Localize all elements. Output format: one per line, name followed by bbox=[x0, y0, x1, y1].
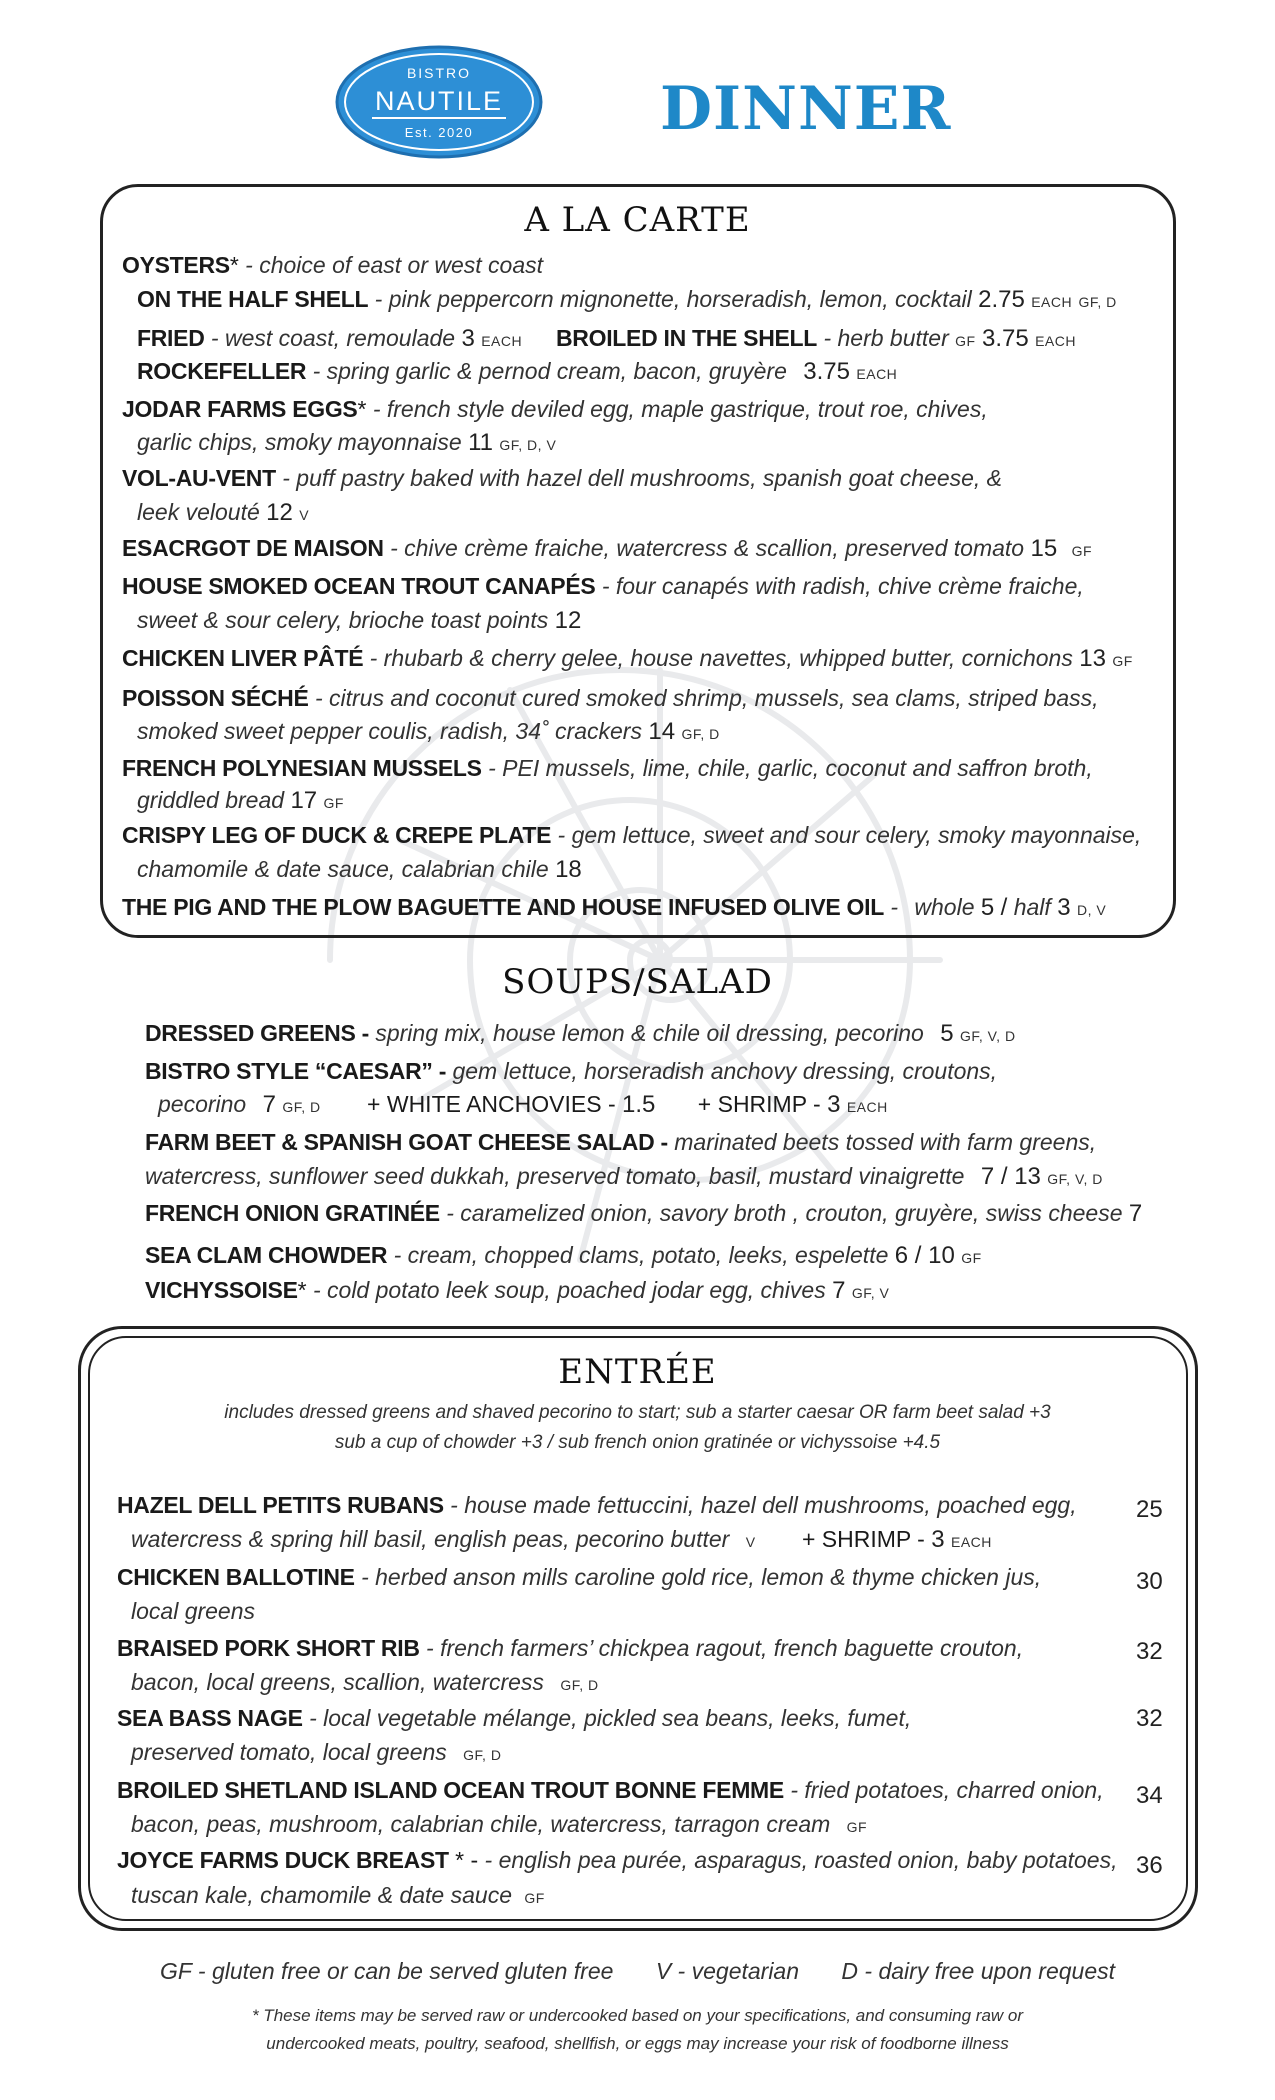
entree-note-2: sub a cup of chowder +3 / sub french onion gratinée or vichyssoise +4.5 bbox=[334, 1432, 941, 1453]
item-ballotine-line2: local greens bbox=[131, 1598, 256, 1624]
section-title-soups: SOUPS/SALAD bbox=[502, 962, 773, 1002]
item-mussels-line2: griddled bread 17 GF bbox=[137, 787, 344, 814]
raw-food-footnote bbox=[0, 2002, 1275, 2058]
item-ballotine: CHICKEN BALLOTINE - herbed anson mills caroline gold rice, lemon & thyme chicken jus, bbox=[117, 1564, 1042, 1590]
item-eggs: JODAR FARMS EGGS* - french style deviled egg, maple gastrique, trout roe, chives, bbox=[122, 396, 988, 422]
section-title-alacarte: A LA CARTE bbox=[524, 200, 751, 240]
item-eggs-line2: garlic chips, smoky mayonnaise 11 GF, D, V bbox=[137, 429, 557, 456]
item-short-rib: BRAISED PORK SHORT RIB - french farmers’ chickpea ragout, french baguette crouton, bbox=[117, 1635, 1024, 1661]
item-duck-crepe-line2: chamomile & date sauce, calabrian chile 18 bbox=[137, 856, 582, 883]
item-sea-bass: SEA BASS NAGE - local vegetable mélange, pickled sea beans, leeks, fumet, bbox=[117, 1705, 912, 1731]
logo-est-text: Est. 2020 bbox=[404, 125, 474, 140]
item-duck-crepe: CRISPY LEG OF DUCK & CREPE PLATE - gem lettuce, sweet and sour celery, smoky mayonnaise, bbox=[122, 822, 1142, 848]
price-ballotine: 30 bbox=[1136, 1568, 1163, 1595]
legend-v: V - vegetarian bbox=[655, 1958, 800, 1984]
item-fried: FRIED - west coast, remoulade 3 EACH bbox=[137, 325, 523, 352]
dietary-legend bbox=[0, 1958, 1275, 1985]
price-short-rib: 32 bbox=[1136, 1638, 1163, 1665]
item-duck-breast: JOYCE FARMS DUCK BREAST * - - english pea purée, asparagus, roasted onion, baby potatoes, bbox=[117, 1847, 1118, 1873]
price-duck-breast: 36 bbox=[1136, 1852, 1163, 1879]
legend-d: D - dairy free upon request bbox=[841, 1958, 1116, 1984]
item-petits-rubans-line2: watercress & spring hill basil, english peas, pecorino butter V + SHRIMP - 3 EACH bbox=[131, 1526, 992, 1553]
item-petits-rubans: HAZEL DELL PETITS RUBANS - house made fettuccini, hazel dell mushrooms, poached egg, bbox=[117, 1492, 1077, 1518]
item-volauvent: VOL-AU-VENT - puff pastry baked with hazel dell mushrooms, spanish goat cheese, & bbox=[122, 465, 1003, 491]
logo-name-text: NAUTILE bbox=[374, 86, 504, 116]
item-mussels: FRENCH POLYNESIAN MUSSELS - PEI mussels, lime, chile, garlic, coconut and saffron broth, bbox=[122, 755, 1093, 781]
item-ocean-trout-line2: bacon, peas, mushroom, calabrian chile, watercress, tarragon cream GF bbox=[131, 1811, 868, 1837]
item-poisson-line2: smoked sweet pepper coulis, radish, 34˚ crackers 14 GF, D bbox=[137, 718, 720, 745]
item-beet-salad: FARM BEET & SPANISH GOAT CHEESE SALAD - marinated beets tossed with farm greens, bbox=[145, 1129, 1097, 1155]
logo-top-text: BISTRO bbox=[406, 65, 472, 81]
item-clam-chowder: SEA CLAM CHOWDER - cream, chopped clams, potato, leeks, espelette 6 / 10 GF bbox=[145, 1242, 982, 1269]
item-pate: CHICKEN LIVER PÂTÉ - rhubarb & cherry gelee, house navettes, whipped butter, cornichons 13 GF bbox=[122, 645, 1133, 672]
menu-title: DINNER bbox=[660, 74, 952, 144]
item-baguette: THE PIG AND THE PLOW BAGUETTE AND HOUSE INFUSED OLIVE OIL - whole 5 / half 3 D, V bbox=[122, 894, 1107, 921]
footnote-line-1: * These items may be served raw or undercooked based on your specifications, and consuming raw or bbox=[251, 2006, 1024, 2025]
item-rockefeller: ROCKEFELLER - spring garlic & pernod cream, bacon, gruyère 3.75 EACH bbox=[137, 358, 898, 385]
item-half-shell: ON THE HALF SHELL - pink peppercorn mignonette, horseradish, lemon, cocktail 2.75 EACH GF, D bbox=[137, 286, 1117, 313]
item-poisson: POISSON SÉCHÉ - citrus and coconut cured smoked shrimp, mussels, sea clams, striped bass, bbox=[122, 685, 1099, 711]
price-ocean-trout: 34 bbox=[1136, 1782, 1163, 1809]
item-short-rib-line2: bacon, local greens, scallion, watercress GF, D bbox=[131, 1669, 599, 1695]
item-broiled: BROILED IN THE SHELL - herb butter GF 3.75 EACH bbox=[556, 325, 1076, 352]
item-onion-gratinee: FRENCH ONION GRATINÉE - caramelized onion, savory broth , crouton, gruyère, swiss cheese 7 bbox=[145, 1200, 1143, 1227]
item-sea-bass-line2: preserved tomato, local greens GF, D bbox=[131, 1739, 502, 1765]
item-canapes-line2: sweet & sour celery, brioche toast points 12 bbox=[137, 607, 582, 634]
item-vichyssoise: VICHYSSOISE* - cold potato leek soup, poached jodar egg, chives 7 GF, V bbox=[145, 1277, 890, 1304]
item-duck-breast-line2: tuscan kale, chamomile & date sauce GF bbox=[131, 1882, 545, 1908]
item-caesar-line2: pecorino 7 GF, D + WHITE ANCHOVIES - 1.5 + SHRIMP - 3 EACH bbox=[158, 1091, 888, 1118]
entree-note-1: includes dressed greens and shaved pecorino to start; sub a starter caesar OR farm beet salad +3 bbox=[224, 1402, 1051, 1423]
section-title-entree: ENTRÉE bbox=[558, 1352, 717, 1392]
item-ocean-trout: BROILED SHETLAND ISLAND OCEAN TROUT BONNE FEMME - fried potatoes, charred onion, bbox=[117, 1777, 1104, 1803]
item-beet-salad-line2: watercress, sunflower seed dukkah, preserved tomato, basil, mustard vinaigrette 7 / 13 GF, V, D bbox=[145, 1163, 1103, 1190]
legend-gf: GF - gluten free or can be served gluten free bbox=[159, 1958, 614, 1984]
price-petits-rubans: 25 bbox=[1136, 1496, 1163, 1523]
item-volauvent-line2: leek velouté 12 V bbox=[137, 499, 310, 526]
footnote-line-2: undercooked meats, poultry, seafood, shellfish, or eggs may increase your risk of foodborne illness bbox=[266, 2034, 1009, 2053]
item-canapes: HOUSE SMOKED OCEAN TROUT CANAPÉS - four canapés with radish, chive crème fraiche, bbox=[122, 573, 1084, 599]
bistro-nautile-logo bbox=[334, 44, 544, 160]
item-dressed-greens: DRESSED GREENS - spring mix, house lemon & chile oil dressing, pecorino 5 GF, V, D bbox=[145, 1020, 1016, 1047]
item-oysters: OYSTERS* - choice of east or west coast bbox=[122, 252, 544, 278]
price-sea-bass: 32 bbox=[1136, 1705, 1163, 1732]
item-escargot: ESACRGOT DE MAISON - chive crème fraiche, watercress & scallion, preserved tomato 15 GF bbox=[122, 535, 1093, 562]
item-caesar: BISTRO STYLE “CAESAR” - gem lettuce, horseradish anchovy dressing, croutons, bbox=[145, 1058, 998, 1084]
